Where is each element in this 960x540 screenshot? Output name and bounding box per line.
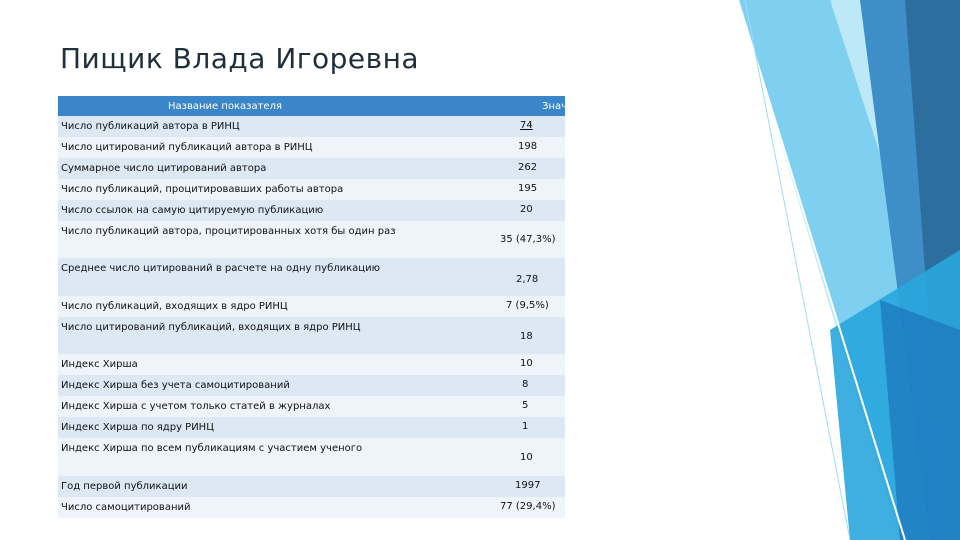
row-name: Число цитирований публикаций автора в РИНЦ: [58, 137, 462, 158]
row-value: 1: [522, 421, 529, 432]
table-row: [58, 137, 565, 158]
row-value: 7 (9,5%): [506, 300, 549, 311]
row-name: Число самоцитирований: [58, 497, 462, 518]
table-header-row: [58, 96, 565, 116]
row-name: Год первой публикации: [58, 476, 462, 497]
row-value: 5: [522, 400, 529, 411]
row-value: 1997: [515, 480, 541, 491]
row-name: Индекс Хирша с учетом только статей в журналах: [58, 396, 462, 417]
row-name: Индекс Хирша по всем публикациям с участием ученого: [58, 438, 462, 476]
row-name: Число публикаций автора в РИНЦ: [58, 116, 462, 137]
table-row: [58, 296, 565, 317]
table-row: [58, 221, 565, 258]
row-value: 74: [520, 120, 533, 131]
table-row: [58, 158, 565, 179]
column-header-name: Название показателя: [58, 96, 462, 116]
row-name: Индекс Хирша по ядру РИНЦ: [58, 417, 462, 438]
row-name: Среднее число цитирований в расчете на одну публикацию: [58, 258, 462, 296]
row-value: 2,78: [516, 274, 539, 285]
slide-title: Пищик Влада Игоревна: [60, 42, 420, 75]
row-value: 198: [518, 141, 538, 152]
table-row: [58, 375, 565, 396]
table-row: [58, 417, 565, 438]
row-value: 8: [522, 379, 529, 390]
row-name: Число публикаций, процитировавших работы автора: [58, 179, 462, 200]
row-value: 10: [520, 452, 533, 463]
table-row: [58, 317, 565, 354]
row-value: 18: [520, 331, 533, 342]
row-value: 195: [518, 183, 538, 194]
table-row: [58, 116, 565, 137]
row-name: Индекс Хирша: [58, 354, 462, 375]
table-row: [58, 354, 565, 375]
row-value: 20: [520, 204, 533, 215]
table-row: [58, 476, 565, 497]
table-row: [58, 438, 565, 476]
table-row: [58, 179, 565, 200]
row-value: 35 (47,3%): [500, 234, 556, 245]
row-name: Индекс Хирша без учета самоцитирований: [58, 375, 462, 396]
metrics-table: [58, 96, 593, 518]
row-name: Число публикаций, входящих в ядро РИНЦ: [58, 296, 462, 317]
row-value: 77 (29,4%): [500, 501, 556, 512]
column-header-value: Значение: [462, 96, 565, 116]
row-value: 262: [518, 162, 538, 173]
row-name: Число цитирований публикаций, входящих в ядро РИНЦ: [58, 317, 462, 354]
table-row: [58, 396, 565, 417]
table-row: [58, 200, 565, 221]
row-name: Число публикаций автора, процитированных хотя бы один раз: [58, 221, 462, 258]
table-row: [58, 258, 565, 296]
row-value: 10: [520, 358, 533, 369]
row-name: Число ссылок на самую цитируемую публикацию: [58, 200, 462, 221]
row-name: Суммарное число цитирований автора: [58, 158, 462, 179]
table-row: [58, 497, 565, 518]
